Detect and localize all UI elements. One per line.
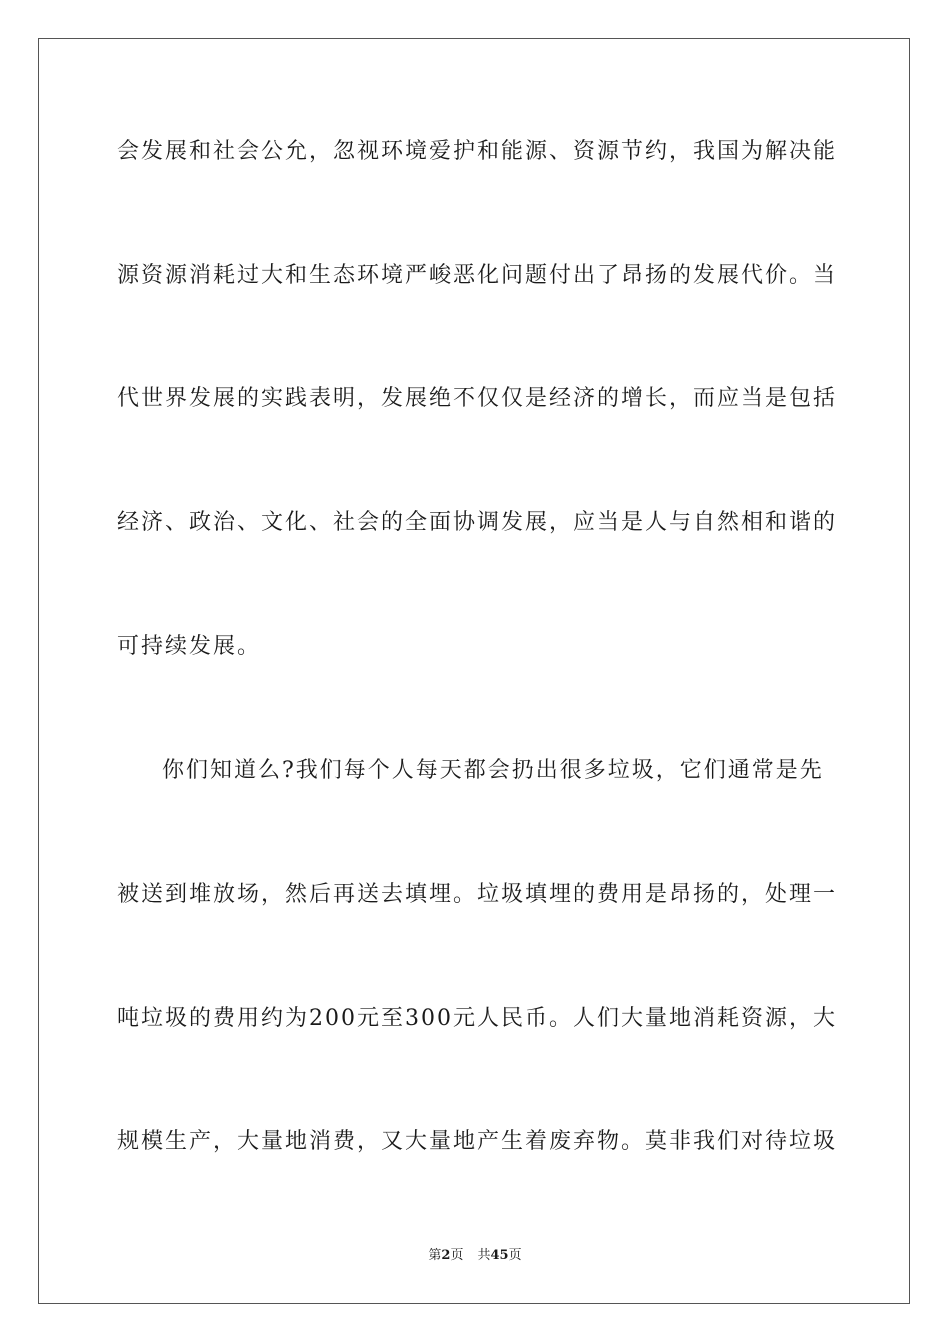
paragraph-line: 吨垃圾的费用约为200元至300元人民币。人们大量地消耗资源，大 <box>117 1006 837 1031</box>
paragraph-line: 代世界发展的实践表明，发展绝不仅仅是经济的增长，而应当是包括 <box>117 386 838 411</box>
paragraph-line: 你们知道么?我们每个人每天都会扔出很多垃圾，它们通常是先 <box>162 758 824 783</box>
page-prefix: 第 <box>428 1248 442 1263</box>
paragraph-line: 经济、政治、文化、社会的全面协调发展，应当是人与自然相和谐的 <box>117 510 838 535</box>
total-prefix: 共 <box>477 1248 491 1263</box>
total-pages: 45 <box>490 1248 509 1263</box>
page-border <box>38 38 910 1304</box>
paragraph-line: 会发展和社会公允，忽视环境爱护和能源、资源节约，我国为解决能 <box>117 139 838 164</box>
page-number: 2 <box>441 1248 451 1263</box>
paragraph-line: 可持续发展。 <box>117 634 262 659</box>
paragraph-line: 源资源消耗过大和生态环境严峻恶化问题付出了昂扬的发展代价。当 <box>117 263 838 288</box>
paragraph-line: 被送到堆放场，然后再送去填埋。垃圾填埋的费用是昂扬的，处理一 <box>117 882 838 907</box>
total-suffix: 页 <box>508 1248 522 1263</box>
paragraph-line: 规模生产，大量地消费，又大量地产生着废弃物。莫非我们对待垃圾 <box>117 1129 838 1154</box>
page-suffix: 页 <box>450 1248 464 1263</box>
page-footer <box>0 1247 950 1265</box>
